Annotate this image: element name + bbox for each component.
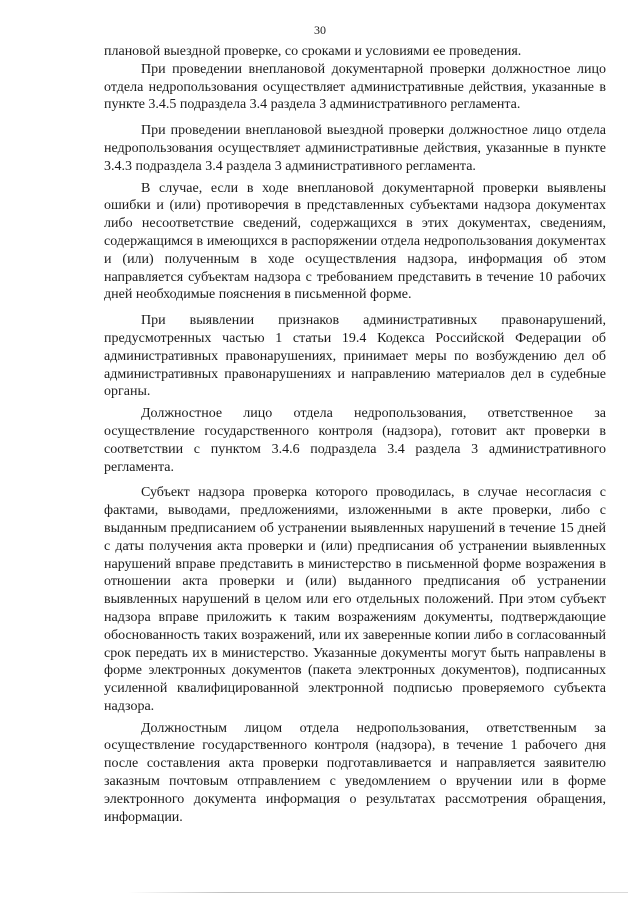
paragraph: Субъект надзора проверка которого проводилась, в случае несогласия с фактами, выводами, предложениями, изложенными в акте проверки, либо с выданным предписанием об устранении выявленных нарушений в течение 15 дней с даты получения акта проверки и (или) предписания об устранении выявленных нарушений вправе представить в министерство в письменной форме возражения в отношении акта проверки и (или) выданного предписания об устранении выявленных нарушений в целом или его отдельных положений. При этом субъект надзора вправе приложить к таким возражениям документы, подтверждающие обоснованность таких возражений, или их заверенные копии либо в согласованный срок передать их в министерство. Указанные документы могут быть направлены в форме электронных документов (пакета электронных документов), подписанных усиленной квалифицированной электронной подписью проверяемого субъекта надзора. [104, 485, 606, 714]
paragraph: Должностным лицом отдела недропользования, ответственным за осуществление государственного контроля (надзора), в течение 1 рабочего дня после составления акта проверки подготавливается и направляется заявителю заказным почтовым отправлением с уведомлением о вручении или в форме электронного документа информация о результатах рассмотрения обращения, информации. [104, 720, 606, 825]
paragraph: При проведении внеплановой документарной проверки должностное лицо отдела недропользования осуществляет административные действия, указанные в пункте 3.4.5 подраздела 3.4 раздела 3 административного регламента. [104, 61, 606, 113]
paragraph: В случае, если в ходе внеплановой документарной проверки выявлены ошибки и (или) противоречия в представленных субъектами надзора документах либо несоответствие сведений, содержащихся в этих документах, сведениям, содержащимся в имеющихся в распоряжении отдела недропользования документах и (или) полученным в ходе осуществления надзора, информация об этом направляется субъектам надзора с требованием представить в течение 10 рабочих дней необходимые пояснения в письменной форме. [104, 180, 606, 303]
page-number: 30 [314, 23, 326, 37]
paragraph: Должностное лицо отдела недропользования, ответственное за осуществление государственного контроля (надзора), готовит акт проверки в соответствии с пунктом 3.4.6 подраздела 3.4 раздела 3 административного регламента. [104, 406, 606, 475]
paragraph-continuation: плановой выездной проверке, со сроками и условиями ее проведения. [104, 44, 522, 59]
paragraph: При проведении внеплановой выездной проверки должностное лицо отдела недропользования осуществляет административные действия, указанные в пункте 3.4.3 подраздела 3.4 раздела 3 административного регламента. [104, 123, 606, 174]
paragraph: При выявлении признаков административных правонарушений, предусмотренных частью 1 статьи 19.4 Кодекса Российской Федерации об административных правонарушениях, принимает меры по возбуждению дел об административных правонарушениях и направлению материалов дел в судебные органы. [104, 313, 606, 400]
document-body [104, 43, 606, 826]
scan-edge-line [128, 892, 628, 893]
